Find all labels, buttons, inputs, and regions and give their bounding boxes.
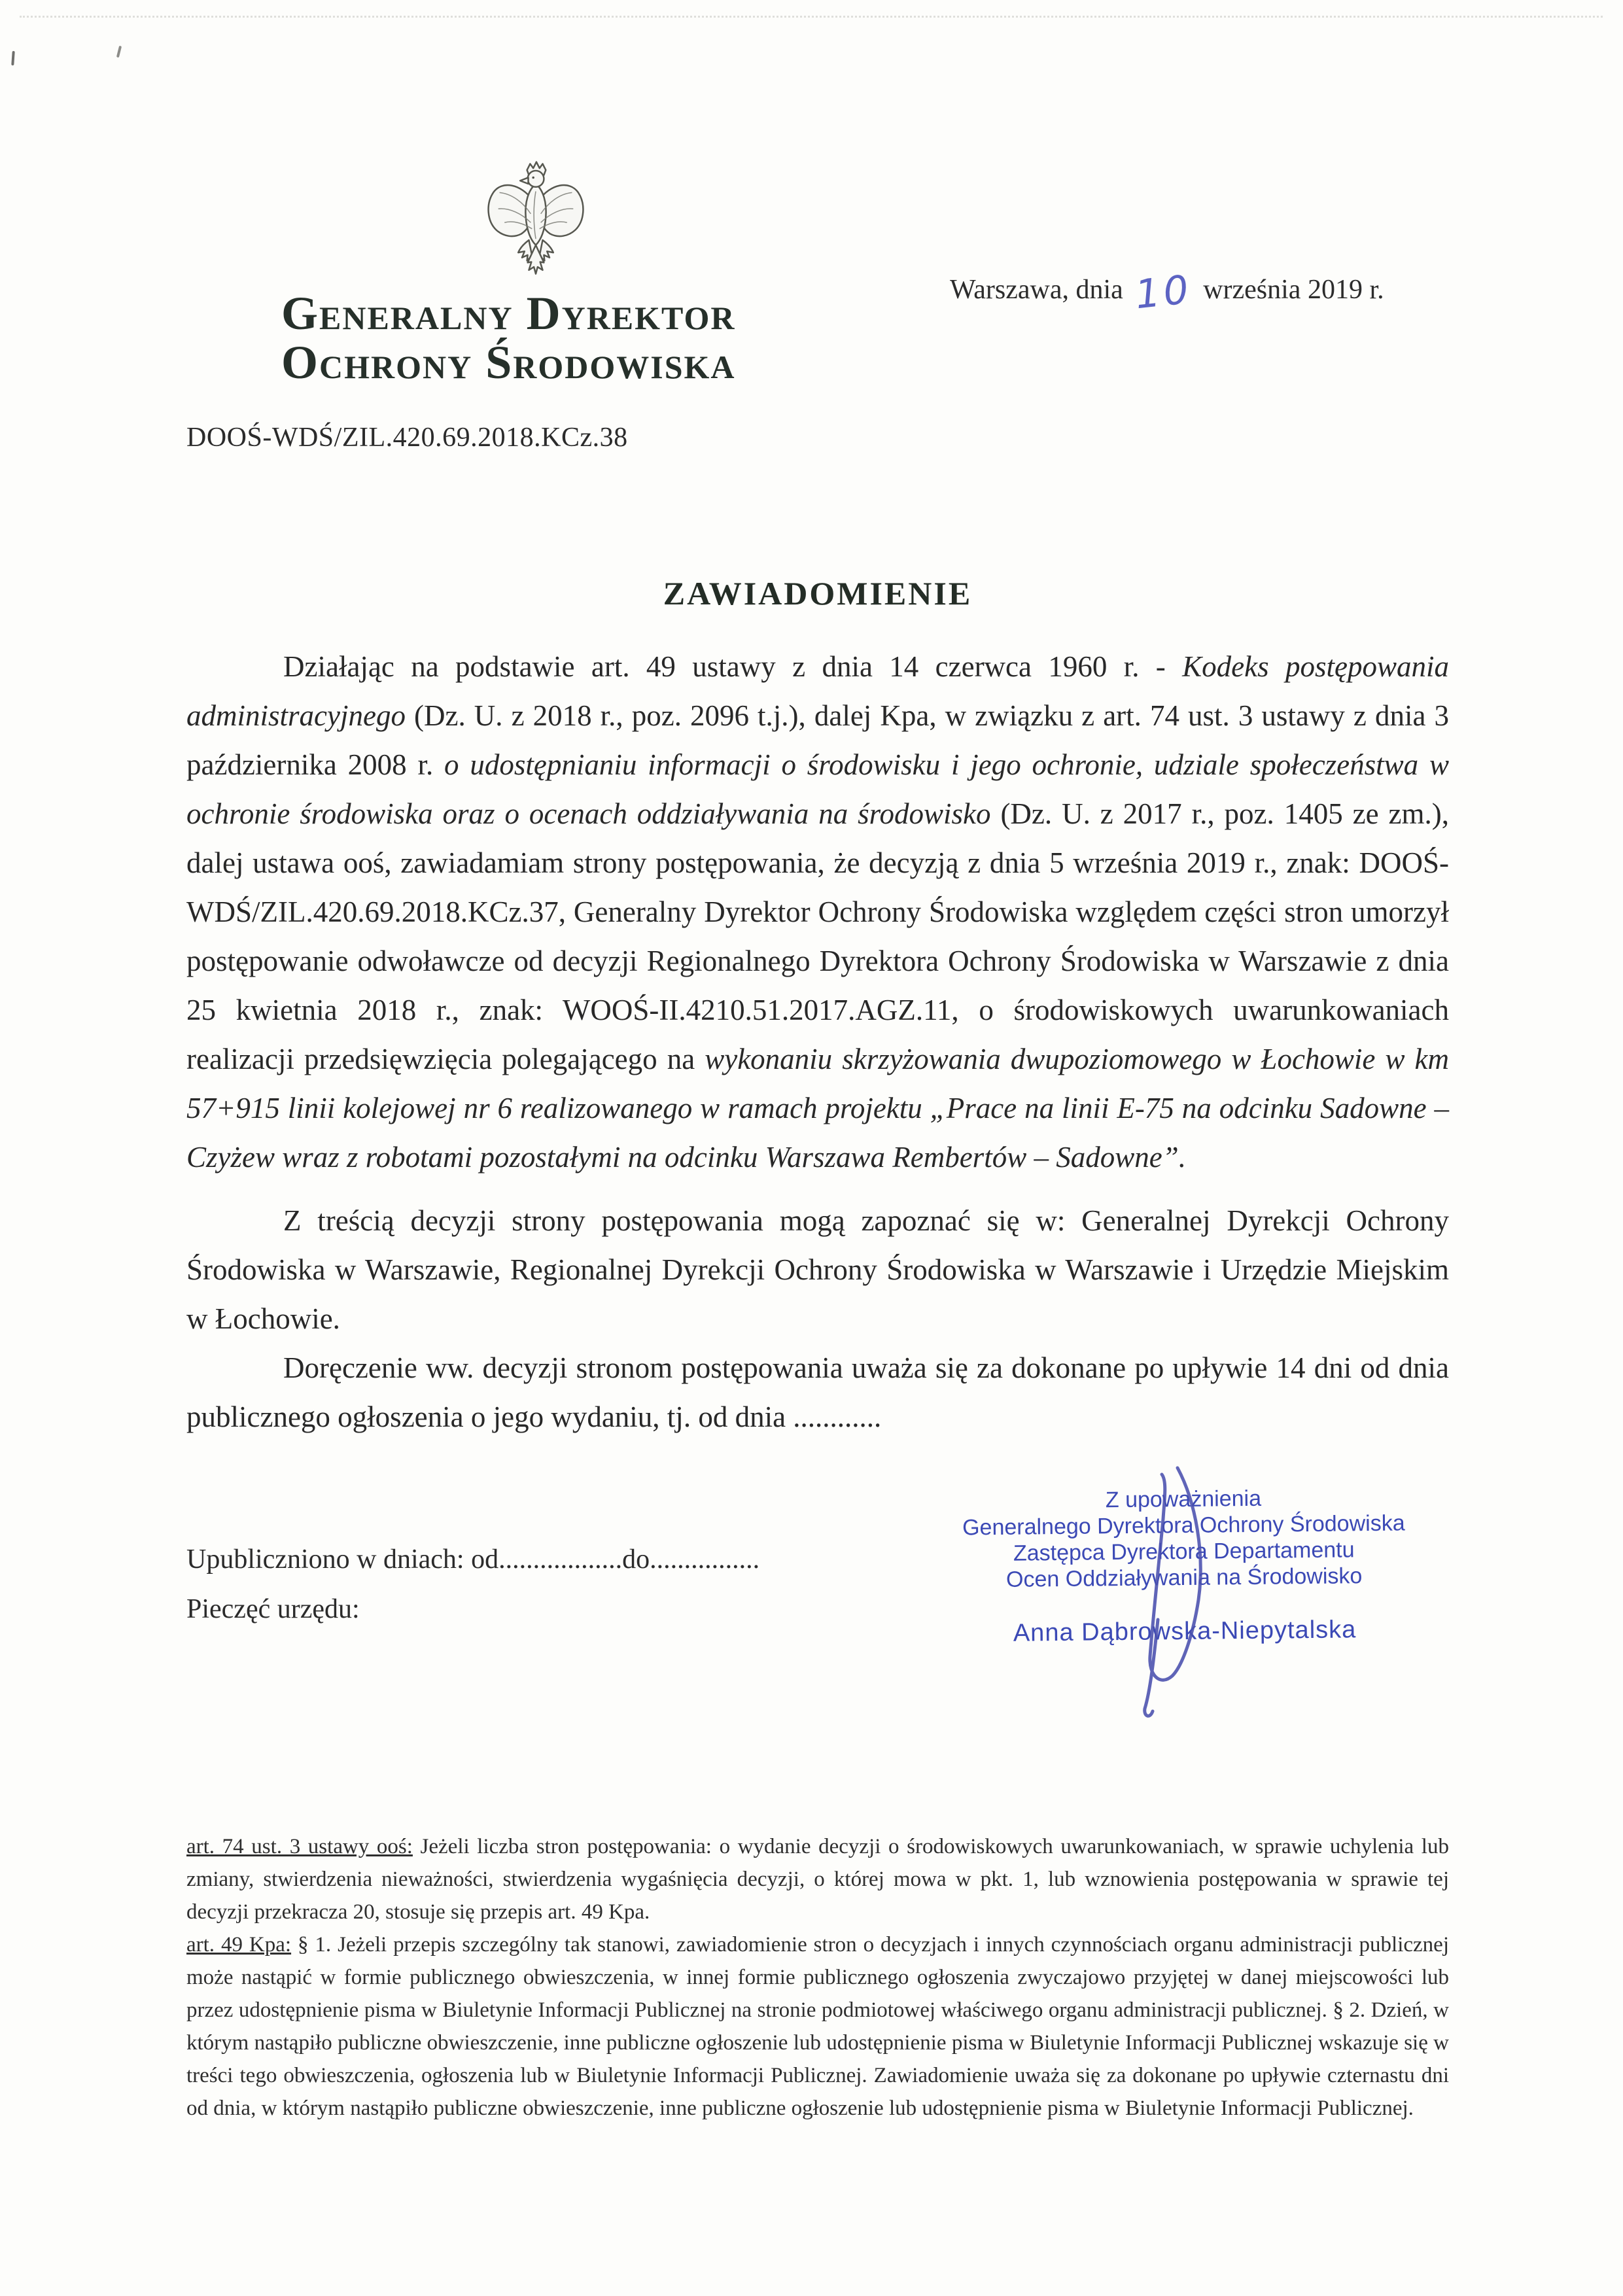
paragraph-3: Doręczenie ww. decyzji stronom postępowania uważa się za dokonane po upływie 14 dni od dnia publicznego ogłoszenia o jego wydaniu, tj. od dnia ............	[186, 1351, 1449, 1433]
signer-name: Anna Dąbrowska-Niepytalska	[1013, 1616, 1357, 1647]
stamp-line3: Zastępca Dyrektora Departamentu	[1013, 1537, 1355, 1566]
footnote-2-text: § 1. Jeżeli przepis szczególny tak stanowi, zawiadomienie stron o decyzjach i innych czynnościach organu administracji publicznej może nastąpić w formie publicznego obwieszczenia, w innej formie publicznego ogłoszenia zwyczajowo przyjętej w danej miejscowości lub przez udostępnienie pisma w Biuletynie Informacji Publicznej na stronie podmiotowej właściwego organu administracji publicznej. § 2. Dzień, w którym nastąpiło publiczne obwieszczenie, inne publiczne ogłoszenie lub udostępnienie pisma w Biuletynie Informacji Publicznej wskazuje się w treści tego obwieszczenia, ogłoszenia lub w Biuletynie Informacji Publicznej. Zawiadomienie uważa się za dokonane po upływie czternastu dni od dnia, w którym nastąpiło publiczne obwieszczenie, inne publiczne ogłoszenie lub udostępnienie pisma w Biuletynie Informacji Publicznej.	[186, 1933, 1449, 2120]
stamp-line2: Generalnego Dyrektora Ochrony Środowiska	[962, 1510, 1405, 1540]
footnote-2	[186, 1928, 1449, 2125]
publication-dates-line: Upubliczniono w dniach: od..................do................	[186, 1544, 760, 1574]
footnote-1	[186, 1830, 1449, 1928]
paragraph-2: Z treścią decyzji strony postępowania mogą zapoznać się w: Generalnej Dyrekcji Ochrony Środowiska w Warszawie, Regionalnej Dyrekcji Ochrony Środowiska w Warszawie i Urzędzie Miejskim w Łochowie.	[186, 1204, 1449, 1335]
org-name	[281, 289, 805, 387]
scan-speck	[11, 51, 15, 65]
dateline-prefix: Warszawa, dnia	[950, 275, 1123, 305]
p1-run-italic-act-title: Kodeks postępowania administracyjnego	[186, 650, 1449, 732]
footnote-1-text: Jeżeli liczba stron postępowania: o wydanie decyzji o środowiskowych uwarunkowaniach, w sprawie uchylenia lub zmiany, stwierdzenia nieważności, stwierdzenia wygaśnięcia decyzji, o której mowa w pkt. 1, lub wznowienia postępowania w sprawie tej decyzji przekracza 20, stosuje się przepis art. 49 Kpa.	[186, 1835, 1449, 1924]
org-name-line2: Ochrony Środowiska	[281, 336, 736, 389]
document-title: ZAWIADOMIENIE	[663, 575, 973, 612]
paragraph-1	[186, 642, 1449, 1182]
footnotes	[186, 1830, 1449, 2125]
p1-run-regular: (Dz. U. z 2017 r., poz. 1405 ze zm.), dalej ustawa ooś, zawiadamiam strony postępowania, że decyzją z dnia 5 września 2019 r., znak: DOOŚ-WDŚ/ZIL.420.69.2018.KCz.37, Generalny Dyrektor Ochrony Środowiska względem części stron umorzył postępowanie odwoławcze od decyzji Regionalnego Dyrektora Ochrony Środowiska w Warszawie z dnia 25 kwietnia 2018 r., znak: WOOŚ-II.4210.51.2017.AGZ.11, o środowiskowych uwarunkowaniach realizacji przedsięwzięcia polegającego na	[186, 797, 1449, 1075]
footnote-2-label: art. 49 Kpa:	[186, 1933, 292, 1957]
polish-eagle-emblem	[480, 161, 592, 277]
stamp-line1: Z upoważnienia	[1105, 1486, 1262, 1513]
p1-run-regular: Działając na podstawie art. 49 ustawy z dnia 14 czerwca 1960 r. -	[283, 650, 1183, 683]
scan-speck	[116, 46, 122, 58]
p1-run-italic-act-title: o udostępnianiu informacji o środowisku i jego ochronie, udziale społeczeństwa w ochronie środowiska oraz o ocenach oddziaływania na środowisko	[186, 748, 1450, 830]
p1-run-italic-project-title: wykonaniu skrzyżowania dwupoziomowego w Łochowie w km 57+915 linii kolejowej nr 6 realizowanego w ramach projektu „Prace na linii E-75 na odcinku Sadowne – Czyżew wraz z robotami pozostałymi na odcinku Warszawa Rembertów – Sadowne”.	[186, 1043, 1449, 1174]
scan-artifact-line	[20, 16, 1603, 18]
stamp-line4: Ocen Oddziaływania na Środowisko	[1005, 1563, 1363, 1592]
org-name-line1: Generalny Dyrektor	[281, 287, 736, 339]
p1-run-regular: (Dz. U. z 2018 r., poz. 2096 t.j.), dalej Kpa, w związku z art. 74 ust. 3 ustawy z dnia 3 października 2008 r.	[186, 699, 1449, 781]
document-body	[186, 642, 1449, 1442]
office-seal-label: Pieczęć urzędu:	[186, 1594, 360, 1624]
handwritten-day: 10	[1132, 266, 1195, 319]
dateline-suffix: września 2019 r.	[1203, 275, 1384, 305]
handwritten-signature	[1112, 1456, 1243, 1731]
footnote-1-label: art. 74 ust. 3 ustawy ooś:	[186, 1835, 413, 1858]
case-reference-number: DOOŚ-WDŚ/ZIL.420.69.2018.KCz.38	[186, 423, 628, 453]
dateline	[950, 266, 1384, 319]
